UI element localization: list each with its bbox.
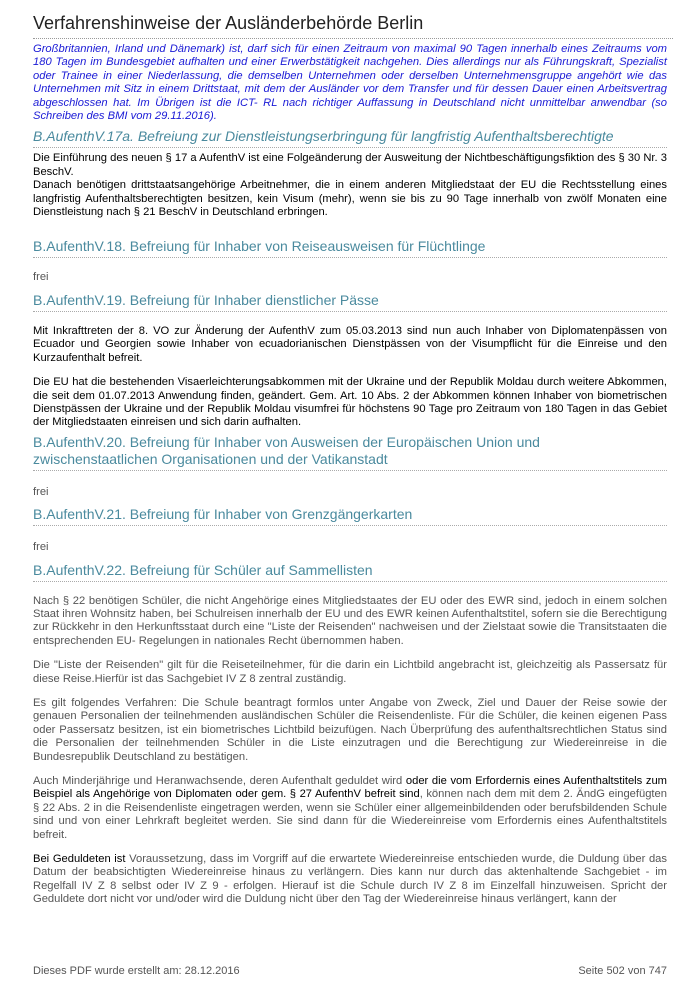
document-content	[33, 43, 667, 907]
text-20: frei	[33, 485, 49, 498]
footer-page-number: Seite 502 von 747	[578, 965, 667, 977]
heading-21: B.AufenthV.21. Befreiung für Inhaber von Grenzgängerkarten	[33, 506, 667, 526]
paragraph-22-2: Die "Liste der Reisenden" gilt für die Reiseteilnehmer, für die darin ein Lichtbild angebracht ist, gleichzeitig als Passersatz für diese Reise.Hierfür ist das Sachgebiet IV Z 8 zentral zuständig.	[33, 659, 667, 685]
text-18: frei	[33, 271, 49, 284]
heading-22: B.AufenthV.22. Befreiung für Schüler auf Sammellisten	[33, 562, 667, 582]
paragraph-19-2: Die EU hat die bestehenden Visaerleichterungsabkommen mit der Ukraine und der Republik Moldau durch weitere Abkommen, die seit dem 01.07.2013 Anwendung finden, geändert. Gem. Art. 10 Abs. 2 der Abkommen können Inhaber von biometrischen Dienstpässen der Ukraine und der Republik Moldau visumfrei für höchstens 90 Tage pro Zeitraum von 180 Tagen in das Gebiet der Mitgliedstaaten einreisen und sich darin aufhalten.	[33, 376, 667, 429]
paragraph-22-5-lead: Bei Geduldeten ist	[33, 853, 126, 866]
paragraph-22-1: Nach § 22 benötigen Schüler, die nicht Angehörige eines Mitgliedstaates der EU oder des EWR sind, jedoch in einem solchen Staat ihren Wohnsitz haben, bei Schulreisen innerhalb der EU und des EWR keinen Aufenthaltstitel, sofern sie die Berechtigung zur Rückkehr in den Herkunftsstaat durch eine "Liste der Reisenden" nachweisen und der Zielstaat sowie die Transitstaaten die entsprechenden EU- Regelungen in nationales Recht übernommen haben.	[33, 594, 667, 647]
heading-18: B.AufenthV.18. Befreiung für Inhaber von Reiseausweisen für Flüchtlinge	[33, 238, 667, 258]
intro-paragraph: Großbritannien, Irland und Dänemark) ist, darf sich für einen Zeitraum von maximal 90 Tagen innerhalb eines Zeitraums vom 180 Tagen im Bundesgebiet aufhalten und einer Erwerbstätigkeit nachgehen. Dies allerdings nur als Führungskraft, Spezialist oder Trainee in einer Niederlassung, die demselben Unternehmen oder derselben Unternehmensgruppe angehört wie das Unternehmen mit Sitz in einem Drittstaat, mit dem der Ausländer vor dem Transfer und für dessen Dauer einen Arbeitsvertrag abgeschlossen hat. Im Übrigen ist die ICT- RL nach richtiger Auffassung in Deutschland nicht unmittelbar anwendbar (so Schreiben des BMI vom 29.11.2016).	[33, 43, 667, 123]
paragraph-22-4	[33, 775, 667, 842]
footer-created-date: Dieses PDF wurde erstellt am: 28.12.2016	[33, 965, 240, 977]
paragraph-22-4-end: , können nach dem mit dem 2. ÄndG eingefügten § 22 Abs. 2 in die Reisendenliste eingetragen werden, wenn sie Schüler einer allgemeinbildenden oder berufsbildenden Schule sind und von einer Lehrkraft begleitet werden. Sie sind dann für die Wiedereinreise vom Erfordernis eines Aufenthaltstitels befreit.	[33, 788, 667, 841]
text-21: frei	[33, 541, 49, 554]
heading-19: B.AufenthV.19. Befreiung für Inhaber dienstlicher Pässe	[33, 292, 667, 312]
heading-17a: B.AufenthV.17a. Befreiung zur Dienstleistungserbringung für langfristig Aufenthaltsberechtigte	[33, 128, 667, 148]
paragraph-17a-2: Danach benötigen drittstaatsangehörige Arbeitnehmer, die in einem anderen Mitgliedstaat der EU die Rechtsstellung eines langfristig Aufenthaltsberechtigten besitzen, kein Visum (mehr), wenn sie bis zu 90 Tage innerhalb von zwölf Monaten eine Dienstleistung nach § 21 BeschV in Deutschland erbringen.	[33, 179, 667, 219]
paragraph-22-4-highlight: oder die vom Erfordernis eines Aufenthaltstitels zum Beispiel als Angehörige von Diplomaten oder gem. § 27 AufenthV befreit sind	[33, 775, 668, 801]
document-title: Verfahrenshinweise der Ausländerbehörde Berlin	[33, 12, 673, 39]
paragraph-22-5	[33, 853, 667, 907]
paragraph-17a-1: Die Einführung des neuen § 17 a AufenthV ist eine Folgeänderung der Ausweitung der Nichtbeschäftigungsfiktion des § 30 Nr. 3 BeschV.	[33, 152, 667, 178]
paragraph-19-1: Mit Inkrafttreten der 8. VO zur Änderung der AufenthV zum 05.03.2013 sind nun auch Inhaber von Diplomatenpässen von Ecuador und Georgien sowie Inhaber von ecuadorianischen Dienstpässen von der Visumpflicht für die Einreise und den Kurzaufenthalt befreit.	[33, 324, 667, 364]
paragraph-22-5-body: Voraussetzung, dass im Vorgriff auf die erwartete Wiedereinreise entschieden wurde, die Duldung über das Datum der beabsichtigten Wiedereinreise hinaus zu verlängern. Dies kann nur durch das aktenhaltende Sachgebiet - im Regelfall IV Z 8 selbst oder IV Z 9 - erfolgen. Hierauf ist die Schule durch IV Z 8 im Einzelfall hinzuweisen. Spricht der Geduldete dort nicht vor und/oder wird die Duldung nicht über den Tag der Wiedereinreise hinaus verlängert, kann der	[33, 853, 667, 906]
paragraph-22-3: Es gilt folgendes Verfahren: Die Schule beantragt formlos unter Angabe von Zweck, Ziel und Dauer der Reise sowie der genauen Personalien der teilnehmenden ausländischen Schüler die Reisendenliste. Für die Schüler, die keinen eigenen Pass oder Passersatz besitzen, ist ein biometrisches Lichtbild beizufügen. Nach Überprüfung des aufenthaltsrechtlichen Status sind die Personalien der teilnehmenden Schüler in die Liste einzutragen und die Berechtigung zur Wiedereinreise in die Bundesrepublik Deutschland zu bestätigen.	[33, 696, 667, 763]
heading-20: B.AufenthV.20. Befreiung für Inhaber von Ausweisen der Europäischen Union und zwischenstaatlichen Organisationen und der Vatikanstadt	[33, 434, 667, 471]
paragraph-22-4-start: Auch Minderjährige und Heranwachsende, deren Aufenthalt geduldet wird	[33, 775, 406, 787]
